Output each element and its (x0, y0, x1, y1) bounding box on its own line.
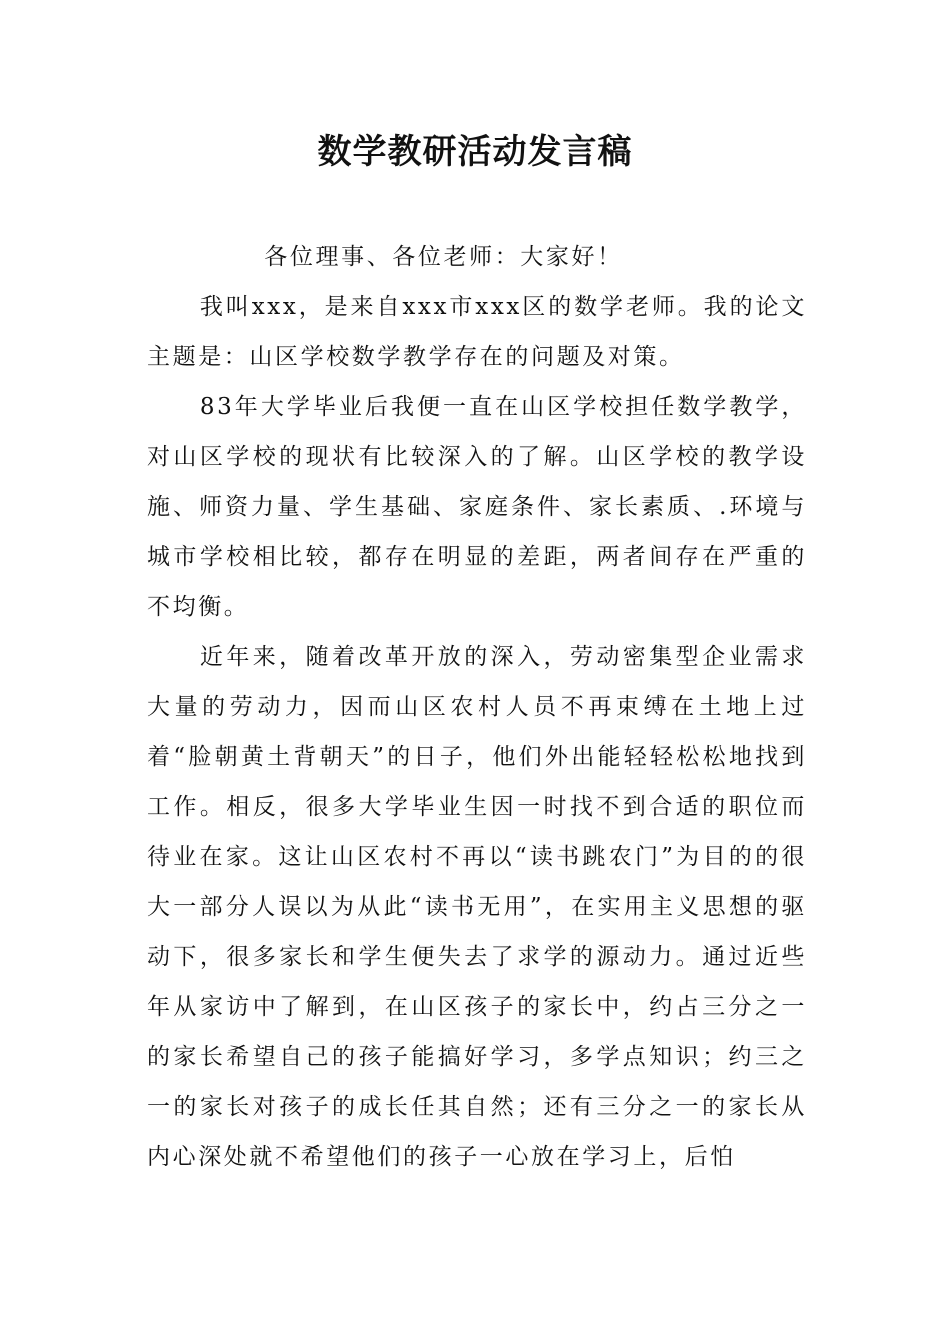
greeting-paragraph: 各位理事、各位老师：大家好！ (264, 244, 623, 270)
document-title: 数学教研活动发言稿 (317, 132, 633, 172)
analysis-paragraph: 近年来，随着改革开放的深入，劳动密集型企业需求大量的劳动力，因而山区农村人员不再束缚在土地上过着“脸朝黄土背朝天”的日子，他们外出能轻轻松松地找到工作。相反，很多大学毕业生因一时找不到合适的职位而待业在家。这让山区农村不再以“读书跳农门”为目的的很大一部分人误以为从此“读书无用”，在实用主义思想的驱动下，很多家长和学生便失去了求学的源动力。通过近些年从家访中了解到，在山区孩子的家长中，约占三分之一的家长希望自己的孩子能搞好学习，多学点知识；约三之一的家长对孩子的成长任其自然；还有三分之一的家长从内心深处就不希望他们的孩子一心放在学习上，后怕 (147, 644, 807, 1170)
introduction-paragraph: 我叫xxx，是来自xxx市xxx区的数学老师。我的论文主题是：山区学校数学教学存在的问题及对策。 (147, 294, 807, 370)
background-paragraph: 83年大学毕业后我便一直在山区学校担任数学教学，对山区学校的现状有比较深入的了解。山区学校的教学设施、师资力量、学生基础、家庭条件、家长素质、.环境与城市学校相比较，都存在明显的差距，两者间存在严重的不均衡。 (147, 394, 807, 620)
document-body (147, 232, 807, 1182)
